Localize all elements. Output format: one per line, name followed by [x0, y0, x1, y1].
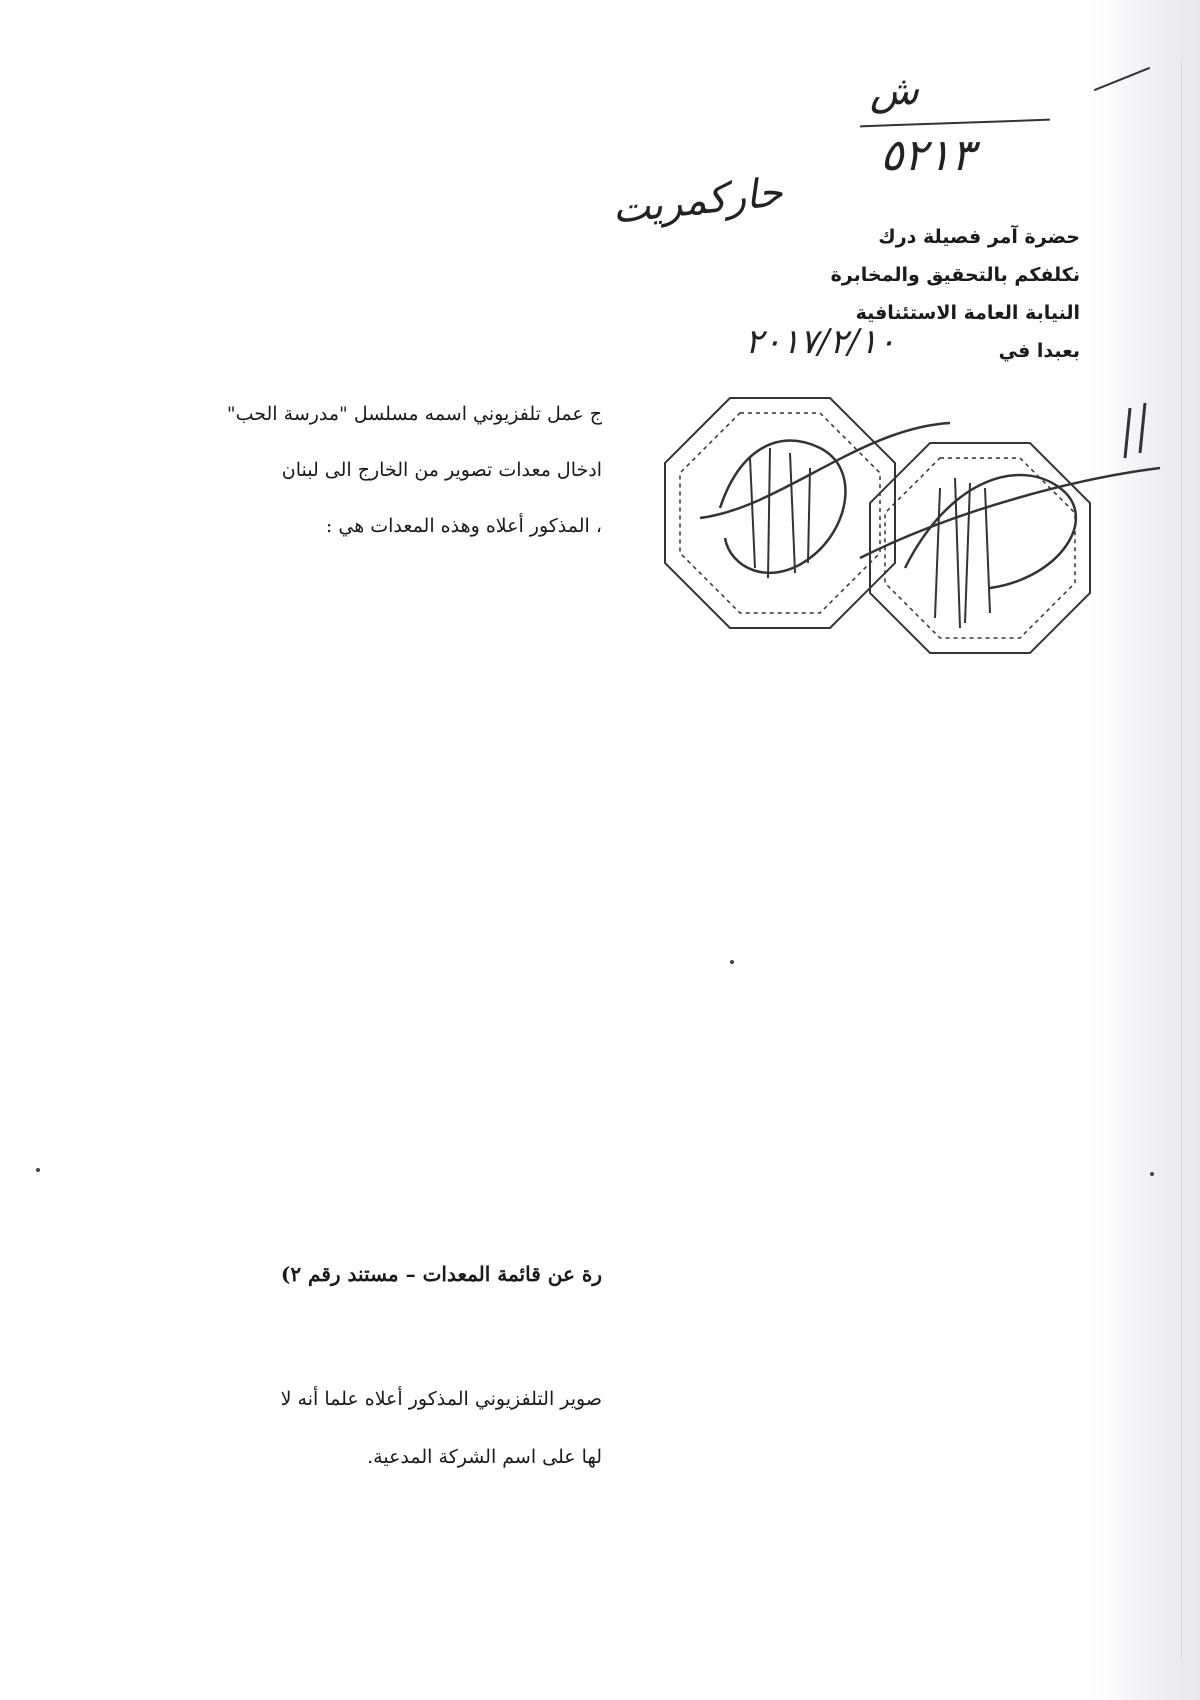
page-edge-shadow — [1090, 0, 1200, 1700]
address-line: نكلفكم بالتحقيق والمخابرة — [830, 264, 1080, 286]
address-line: حضرة آمر فصيلة درك — [878, 226, 1080, 248]
reference-divider-line — [860, 119, 1050, 128]
handwritten-reference-number: ٥٢١٣ — [880, 130, 975, 181]
scan-speck — [1150, 1172, 1154, 1176]
body-paragraph — [172, 1370, 602, 1486]
handwritten-marginal-note: حاركمريت — [610, 169, 785, 233]
section-heading: رة عن قائمة المعدات – مستند رقم ٢) — [280, 1262, 602, 1286]
official-stamps — [660, 388, 1180, 678]
handwritten-date: ٢٠١٧/٢/١٠ — [745, 322, 896, 362]
paragraph-line: صوير التلفزيوني المذكور أعلاه علما أنه لا — [280, 1388, 602, 1410]
paragraph-line: لها على اسم الشركة المدعية. — [367, 1446, 602, 1468]
page-fold-line — [1181, 60, 1182, 1660]
paragraph-line: ادخال معدات تصوير من الخارج الى لبنان — [281, 459, 602, 481]
handwritten-reference-letter: ش — [870, 68, 919, 114]
scan-speck — [36, 1168, 40, 1172]
stamp-left — [665, 398, 950, 628]
stamp-right — [860, 403, 1160, 653]
paragraph-line: ، المذكور أعلاه وهذه المعدات هي : — [325, 515, 602, 537]
paragraph-line: ج عمل تلفزيوني اسمه مسلسل "مدرسة الحب" — [226, 403, 602, 425]
scan-speck — [730, 960, 734, 964]
address-line: بعبدا في — [998, 340, 1080, 362]
address-line: النيابة العامة الاستئنافية — [855, 302, 1080, 324]
body-paragraph — [172, 386, 602, 554]
